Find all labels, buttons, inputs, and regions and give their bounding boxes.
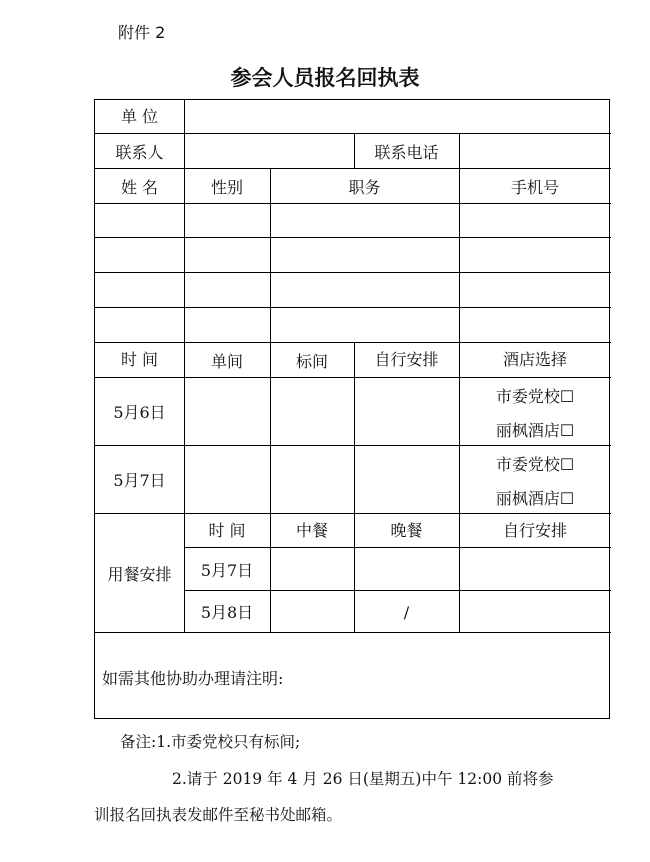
- row-divider: [95, 377, 611, 378]
- row-divider: [95, 168, 611, 169]
- registration-form-table: [94, 99, 610, 719]
- contact-label: 联系人: [115, 143, 164, 162]
- row-divider: [184, 590, 611, 591]
- hotel-option-party-school[interactable]: 市委党校☐: [495, 387, 575, 406]
- note-line-1: 备注:1.市委党校只有标间;: [120, 733, 301, 751]
- hotel-option-lifeng[interactable]: 丽枫酒店☐: [495, 489, 575, 508]
- meal-date-may8: 5月8日: [200, 603, 254, 622]
- gender-header: 性别: [210, 178, 243, 197]
- date-may7: 5月7日: [113, 471, 166, 490]
- dinner-header: 晚餐: [390, 521, 423, 540]
- col-divider: [184, 100, 185, 134]
- meal-time-header: 时 间: [208, 521, 246, 540]
- meal-self-arranged-header: 自行安排: [502, 521, 567, 540]
- mobile-header: 手机号: [510, 178, 559, 197]
- row-divider: [95, 632, 611, 633]
- position-header: 职务: [348, 178, 381, 197]
- standard-room-header: 标间: [295, 352, 328, 371]
- row-divider: [95, 133, 611, 134]
- row-divider: [95, 203, 611, 204]
- row-divider: [95, 513, 611, 514]
- self-arranged-header: 自行安排: [374, 350, 439, 369]
- col-divider: [184, 133, 185, 168]
- hotel-option-lifeng[interactable]: 丽枫酒店☐: [495, 421, 575, 440]
- dinner-slash-mark: /: [403, 603, 410, 622]
- form-title: 参会人员报名回执表: [230, 66, 420, 90]
- hotel-choice-header: 酒店选择: [502, 350, 567, 369]
- hotel-option-party-school[interactable]: 市委党校☐: [495, 455, 575, 474]
- note-line-2: 2.请于 2019 年 4 月 26 日(星期五)中午 12:00 前将参: [172, 770, 554, 788]
- attachment-label: 附件 2: [118, 23, 166, 42]
- meal-date-may7: 5月7日: [200, 561, 254, 580]
- meal-arrangement-label: 用餐安排: [107, 565, 172, 584]
- row-divider: [184, 547, 611, 548]
- single-room-header: 单间: [210, 352, 243, 371]
- row-divider: [95, 307, 611, 308]
- name-header: 姓 名: [120, 178, 159, 197]
- col-divider: [459, 133, 460, 168]
- row-divider: [95, 272, 611, 273]
- row-divider: [95, 445, 611, 446]
- date-may6: 5月6日: [113, 403, 166, 422]
- note-line-3: 训报名回执表发邮件至秘书处邮箱。: [94, 806, 343, 824]
- time-header: 时 间: [120, 350, 159, 369]
- row-divider: [95, 342, 611, 343]
- contact-phone-label: 联系电话: [374, 143, 439, 162]
- lunch-header: 中餐: [295, 521, 328, 540]
- other-help-label: 如需其他协助办理请注明:: [102, 669, 284, 688]
- row-divider: [95, 237, 611, 238]
- unit-label: 单 位: [120, 107, 159, 126]
